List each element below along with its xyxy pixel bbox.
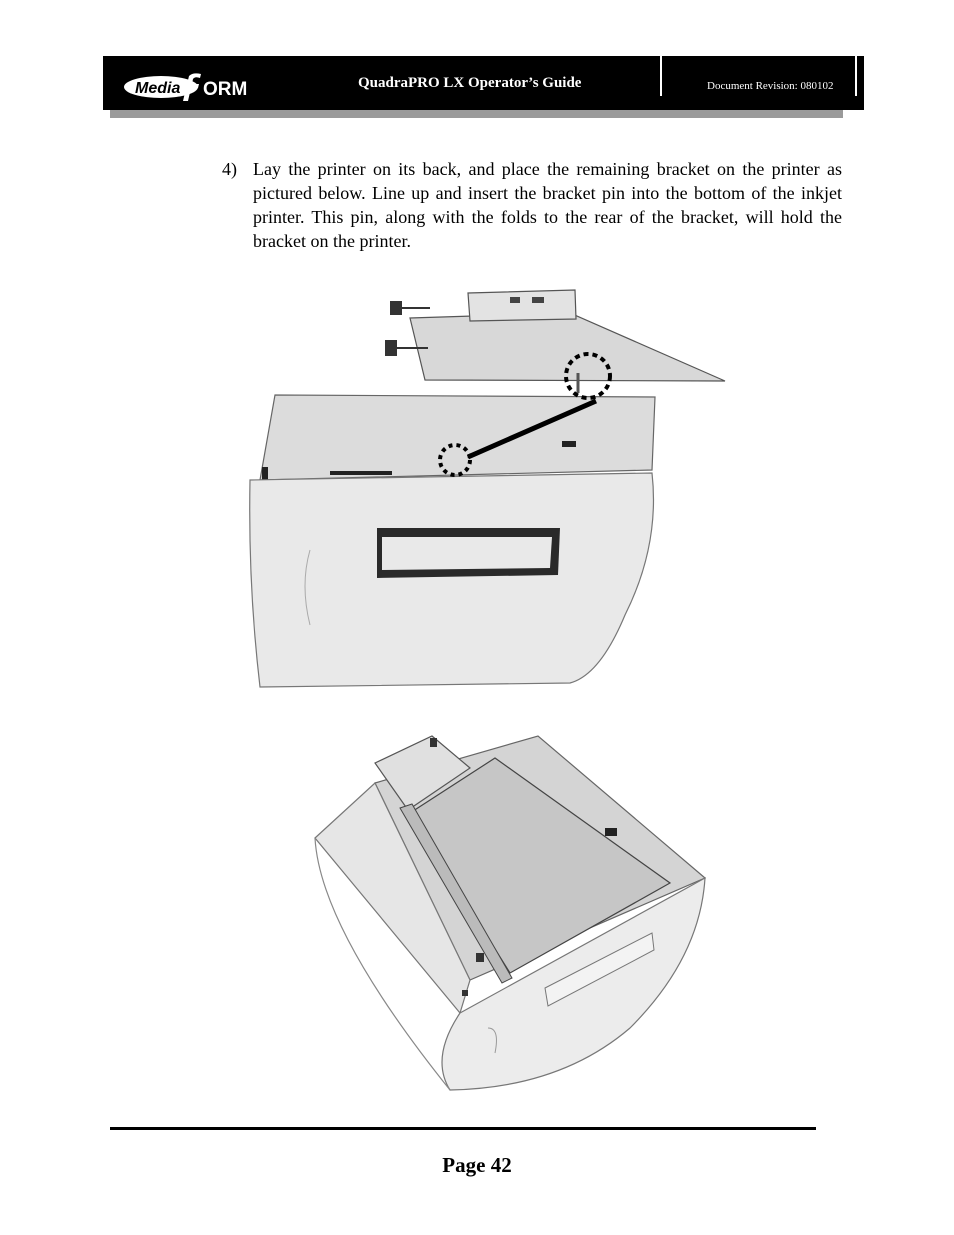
page-header	[103, 56, 864, 110]
svg-text:ORM: ORM	[203, 79, 248, 100]
document-revision: Document Revision: 080102	[707, 80, 834, 92]
footer-rule	[110, 1127, 816, 1130]
bracket-above-printer-photo	[240, 285, 735, 695]
mediaform-logo	[123, 70, 255, 102]
header-divider	[855, 56, 857, 96]
document-title: QuadraPRO LX Operator’s Guide	[358, 75, 582, 91]
header-divider	[660, 56, 662, 96]
page-number: Page 42	[442, 1153, 512, 1177]
step-number: 4)	[222, 159, 237, 179]
step-text: Lay the printer on its back, and place the remaining bracket on the printer as pictured below. Line up and insert the bracket pin into the bottom of the inkjet printer. This pin, along with the folds to the rear of the bracket, will hold the bracket on the printer.	[253, 159, 842, 251]
bracket-installed-photo	[300, 728, 720, 1096]
svg-text:Media: Media	[135, 80, 181, 97]
